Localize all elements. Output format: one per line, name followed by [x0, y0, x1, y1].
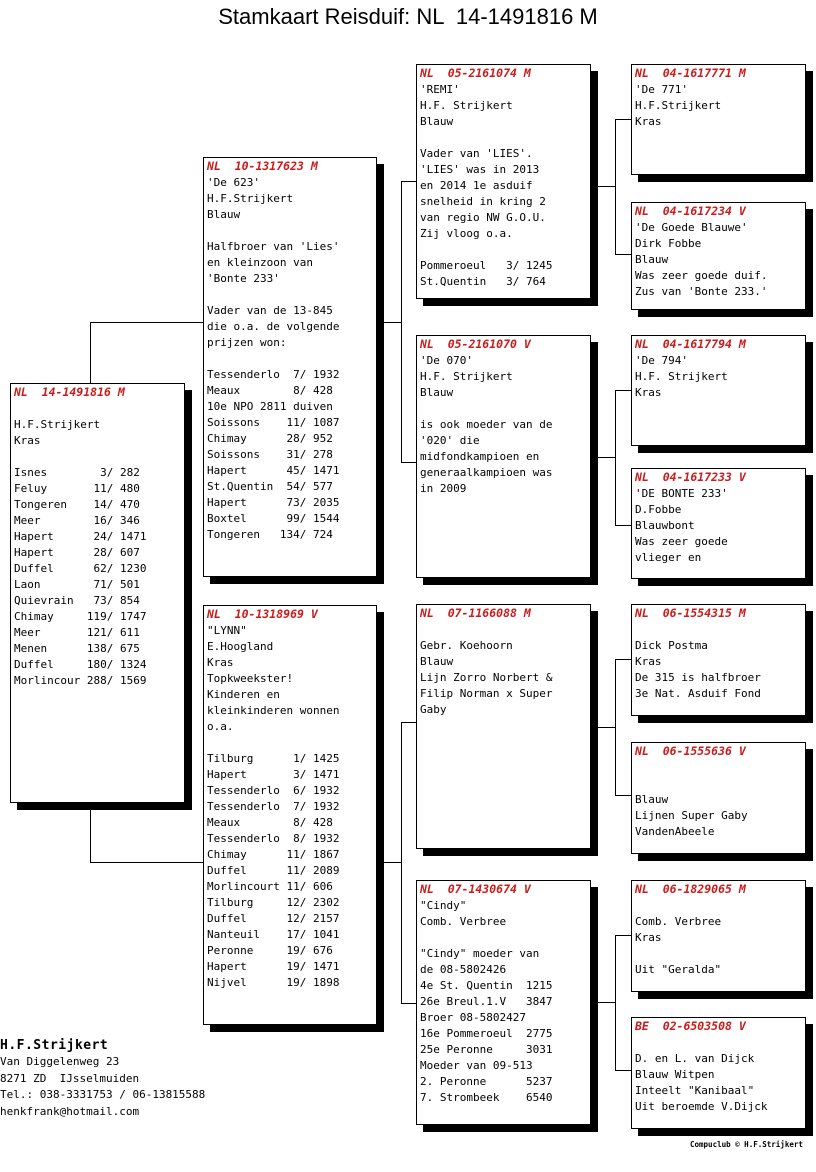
- card-line: vlieger en: [635, 551, 702, 564]
- card-line: Tongeren 134/ 724: [207, 528, 333, 541]
- ring-number: NL 06-1829065 M: [635, 882, 746, 896]
- card-line: Chimay 11/ 1867: [207, 848, 340, 861]
- card-line: Lijnen Super Gaby: [635, 809, 748, 822]
- card-line: Inteelt "Kanibaal": [635, 1084, 755, 1097]
- card-body: [420, 82, 590, 290]
- ring-number: NL 06-1555636 V: [635, 744, 746, 758]
- card-line: [635, 946, 805, 962]
- card-line: 'LIES' was in 2013: [420, 163, 540, 176]
- card-line: E.Hoogland: [207, 640, 274, 653]
- card-line: 'De 794': [635, 354, 688, 367]
- card-line: Feluy 11/ 480: [14, 482, 140, 495]
- card-line: Kras: [207, 656, 234, 669]
- card-body: [635, 486, 805, 566]
- card-line: Filip Norman x Super: [420, 687, 553, 700]
- connector-line: [590, 457, 616, 458]
- card-body: [207, 623, 376, 991]
- card-line: Uit "Geralda": [635, 963, 722, 976]
- ring-number: NL 05-2161074 M: [420, 66, 531, 80]
- card-body: [420, 622, 590, 718]
- ring-number: NL 10-1318969 V: [207, 607, 318, 621]
- card-body: [14, 401, 184, 689]
- connector-line: [615, 795, 632, 796]
- card-line: Halfbroer van 'Lies': [207, 240, 340, 253]
- pedigree-card-sire: [203, 157, 377, 577]
- card-body: [207, 175, 376, 543]
- card-line: Tessenderlo 8/ 1932: [207, 832, 340, 845]
- breeder-city: 8271 ZD IJsselmuiden: [0, 1071, 140, 1085]
- card-line: [207, 223, 376, 239]
- card-line: Hapert 19/ 1471: [207, 960, 340, 973]
- card-line: St.Quentin 54/ 577: [207, 480, 333, 493]
- card-line: [635, 760, 805, 776]
- pedigree-card-dam: [203, 605, 377, 1025]
- card-line: Chimay 119/ 1747: [14, 610, 147, 623]
- card-line: Blauw: [420, 386, 454, 399]
- connector-line: [615, 935, 632, 936]
- card-line: Menen 138/ 675: [14, 642, 140, 655]
- card-line: generaalkampioen was: [420, 466, 553, 479]
- card-line: '020' die: [420, 434, 480, 447]
- connector-line: [590, 186, 616, 187]
- ring-number: NL 04-1617794 M: [635, 337, 746, 351]
- card-line: 3e Nat. Asduif Fond: [635, 687, 761, 700]
- card-line: [635, 776, 805, 792]
- card-line: in 2009: [420, 482, 467, 495]
- card-line: Zus van 'Bonte 233.': [635, 285, 768, 298]
- connector-line: [90, 803, 91, 863]
- card-line: Tilburg 1/ 1425: [207, 752, 340, 765]
- card-line: Kras: [635, 115, 662, 128]
- card-body: [635, 82, 805, 130]
- pedigree-card-subject: [10, 383, 185, 803]
- pedigree-card-dds: [631, 880, 806, 992]
- card-line: Tilburg 12/ 2302: [207, 896, 340, 909]
- card-line: St.Quentin 3/ 764: [420, 275, 546, 288]
- breeder-address: Van Diggelenweg 23: [0, 1055, 120, 1068]
- card-line: 10e NPO 2811 duiven: [207, 400, 333, 413]
- card-line: [420, 401, 590, 417]
- connector-line: [615, 390, 632, 391]
- pedigree-card-ddd: [631, 1017, 806, 1129]
- card-line: Peronne 19/ 676: [207, 944, 333, 957]
- card-line: Hapert 45/ 1471: [207, 464, 340, 477]
- connector-line: [401, 722, 417, 723]
- card-line: Topkweekster!: [207, 672, 294, 685]
- card-line: Hapert 3/ 1471: [207, 768, 340, 781]
- card-line: Duffel 11/ 2089: [207, 864, 340, 877]
- connector-line: [90, 322, 204, 323]
- card-line: 'De 771': [635, 83, 688, 96]
- pedigree-card-dam-dam: [416, 880, 591, 1125]
- card-line: Gebr. Koehoorn: [420, 639, 513, 652]
- connector-line: [615, 1070, 632, 1071]
- ring-number: NL 04-1617234 V: [635, 204, 746, 218]
- card-line: Gaby: [420, 703, 447, 716]
- card-line: [635, 898, 805, 914]
- card-line: 'De 070': [420, 354, 473, 367]
- card-line: en 2014 1e asduif: [420, 179, 533, 192]
- ring-number: NL 07-1430674 V: [420, 882, 531, 896]
- card-line: Duffel 12/ 2157: [207, 912, 340, 925]
- card-line: Comb. Verbree: [635, 915, 722, 928]
- card-line: Blauw: [420, 115, 454, 128]
- card-line: 'Bonte 233': [207, 272, 280, 285]
- pedigree-card-sire-sire: [416, 64, 591, 299]
- card-line: D.Fobbe: [635, 503, 682, 516]
- pedigree-card-sss: [631, 64, 806, 175]
- card-line: 7. Strombeek 6540: [420, 1091, 553, 1104]
- card-line: [635, 1035, 805, 1051]
- card-line: [420, 242, 590, 258]
- card-line: Kras: [635, 931, 662, 944]
- card-line: "Cindy" moeder van: [420, 947, 540, 960]
- card-line: snelheid in kring 2: [420, 195, 546, 208]
- card-line: Morlincourt 11/ 606: [207, 880, 333, 893]
- card-line: [420, 130, 590, 146]
- card-line: 25e Peronne 3031: [420, 1043, 553, 1056]
- card-body: [635, 1035, 805, 1115]
- ring-number: NL 05-2161070 V: [420, 337, 531, 351]
- card-line: Isnes 3/ 282: [14, 466, 140, 479]
- card-line: is ook moeder van de: [420, 418, 553, 431]
- card-line: [14, 401, 184, 417]
- card-line: 'DE BONTE 233': [635, 487, 728, 500]
- connector-line: [615, 935, 616, 1071]
- card-line: Laon 71/ 501: [14, 578, 140, 591]
- pedigree-card-sdd: [631, 468, 806, 579]
- card-line: Vader van de 13-845: [207, 304, 333, 317]
- connector-line: [615, 525, 632, 526]
- card-line: Kras: [635, 655, 662, 668]
- card-line: Soissons 31/ 278: [207, 448, 333, 461]
- card-line: H.F.Strijkert: [14, 418, 101, 431]
- card-line: Meer 16/ 346: [14, 514, 140, 527]
- card-line: [635, 622, 805, 638]
- breeder-info: [0, 1037, 205, 1120]
- card-line: Hapert 28/ 607: [14, 546, 140, 559]
- connector-line: [401, 181, 417, 182]
- card-line: H.F. Strijkert: [635, 370, 728, 383]
- card-line: Meaux 8/ 428: [207, 384, 333, 397]
- ring-number: NL 07-1166088 M: [420, 606, 531, 620]
- card-line: Pommeroeul 3/ 1245: [420, 259, 553, 272]
- card-line: Blauw: [635, 793, 669, 806]
- card-line: H.F. Strijkert: [420, 370, 513, 383]
- card-line: H.F. Strijkert: [420, 99, 513, 112]
- ring-number: NL 04-1617771 M: [635, 66, 746, 80]
- card-line: Broer 08-5802427: [420, 1011, 526, 1024]
- card-line: Dirk Fobbe: [635, 237, 702, 250]
- card-line: Zij vloog o.a.: [420, 227, 513, 240]
- card-line: Meer 121/ 611: [14, 626, 140, 639]
- card-body: [635, 220, 805, 300]
- card-line: Hapert 24/ 1471: [14, 530, 147, 543]
- connector-line: [376, 862, 402, 863]
- card-line: Moeder van 09-513: [420, 1059, 533, 1072]
- pedigree-card-dss: [631, 604, 806, 716]
- card-line: Uit beroemde V.Dijck: [635, 1100, 768, 1113]
- card-line: Tessenderlo 6/ 1932: [207, 784, 340, 797]
- card-line: Dick Postma: [635, 639, 708, 652]
- card-line: "Cindy": [420, 899, 467, 912]
- card-line: Quievrain 73/ 854: [14, 594, 140, 607]
- connector-line: [615, 254, 632, 255]
- card-line: Vader van 'LIES'.: [420, 147, 533, 160]
- card-line: Blauw: [207, 208, 241, 221]
- card-line: prijzen won:: [207, 336, 287, 349]
- card-body: [635, 898, 805, 978]
- card-line: [207, 351, 376, 367]
- card-line: en kleinzoon van: [207, 256, 313, 269]
- card-line: Blauw: [420, 655, 454, 668]
- card-line: de 08-5802426: [420, 963, 507, 976]
- card-line: Meaux 8/ 428: [207, 816, 333, 829]
- card-line: 'De Goede Blauwe': [635, 221, 748, 234]
- card-line: VandenAbeele: [635, 825, 715, 838]
- card-line: die o.a. de volgende: [207, 320, 340, 333]
- connector-line: [615, 119, 616, 255]
- card-line: Tessenderlo 7/ 1932: [207, 800, 340, 813]
- card-line: Kras: [14, 434, 41, 447]
- card-line: Duffel 180/ 1324: [14, 658, 147, 671]
- card-body: [635, 353, 805, 401]
- card-line: Comb. Verbree: [420, 915, 507, 928]
- connector-line: [615, 119, 632, 120]
- card-body: [420, 353, 590, 497]
- connector-line: [401, 462, 417, 463]
- breeder-name: H.F.Strijkert: [0, 1038, 109, 1053]
- card-line: Nijvel 19/ 1898: [207, 976, 340, 989]
- card-line: 16e Pommeroeul 2775: [420, 1027, 553, 1040]
- card-line: [420, 622, 590, 638]
- ring-number: NL 04-1617233 V: [635, 470, 746, 484]
- card-line: 4e St. Quentin 1215: [420, 979, 553, 992]
- card-line: Morlincour 288/ 1569: [14, 674, 147, 687]
- connector-line: [615, 659, 632, 660]
- pedigree-card-dam-sire: [416, 604, 591, 849]
- connector-line: [590, 727, 616, 728]
- connector-line: [401, 1003, 417, 1004]
- card-line: De 315 is halfbroer: [635, 671, 761, 684]
- connector-line: [90, 862, 204, 863]
- card-line: van regio NW G.O.U.: [420, 211, 546, 224]
- page-title: Stamkaart Reisduif: NL 14-1491816 M: [218, 4, 598, 29]
- card-body: [420, 898, 590, 1106]
- card-line: Kinderen en: [207, 688, 280, 701]
- card-line: 'REMI': [420, 83, 460, 96]
- card-line: Blauw: [635, 253, 669, 266]
- pedigree-card-ssd: [631, 202, 806, 310]
- card-line: "LYNN": [207, 624, 247, 637]
- card-line: D. en L. van Dijck: [635, 1052, 755, 1065]
- ring-number: NL 14-1491816 M: [14, 385, 125, 399]
- card-line: [420, 930, 590, 946]
- connector-line: [401, 181, 402, 463]
- card-line: Chimay 28/ 952: [207, 432, 333, 445]
- card-line: Was zeer goede: [635, 535, 728, 548]
- card-line: 2. Peronne 5237: [420, 1075, 553, 1088]
- breeder-phone: Tel.: 038-3331753 / 06-13815588: [0, 1088, 206, 1101]
- ring-number: NL 06-1554315 M: [635, 606, 746, 620]
- card-line: 26e Breul.1.V 3847: [420, 995, 553, 1008]
- connector-line: [401, 722, 402, 1004]
- card-line: kleinkinderen wonnen: [207, 704, 340, 717]
- card-line: Soissons 11/ 1087: [207, 416, 340, 429]
- card-line: Blauw Witpen: [635, 1068, 715, 1081]
- card-line: 'De 623': [207, 176, 260, 189]
- footer-copyright: Compuclub © H.F.Strijkert: [690, 1140, 803, 1149]
- card-line: Nanteuil 17/ 1041: [207, 928, 340, 941]
- card-body: [635, 622, 805, 702]
- card-line: Hapert 73/ 2035: [207, 496, 340, 509]
- card-line: Was zeer goede duif.: [635, 269, 768, 282]
- card-line: [207, 287, 376, 303]
- connector-line: [615, 659, 616, 796]
- card-line: o.a.: [207, 720, 234, 733]
- connector-line: [376, 322, 402, 323]
- ring-number: BE 02-6503508 V: [635, 1019, 746, 1033]
- connector-line: [590, 1002, 616, 1003]
- card-line: Tessenderlo 7/ 1932: [207, 368, 340, 381]
- card-line: Boxtel 99/ 1544: [207, 512, 340, 525]
- breeder-email[interactable]: henkfrank@hotmail.com: [0, 1104, 140, 1118]
- card-line: Tongeren 14/ 470: [14, 498, 140, 511]
- card-line: [207, 735, 376, 751]
- card-line: Kras: [635, 386, 662, 399]
- pedigree-card-dsd: [631, 742, 806, 854]
- card-body: [635, 760, 805, 840]
- connector-line: [90, 322, 91, 384]
- card-line: H.F.Strijkert: [635, 99, 722, 112]
- connector-line: [615, 390, 616, 526]
- card-line: midfondkampioen en: [420, 450, 540, 463]
- card-line: H.F.Strijkert: [207, 192, 294, 205]
- card-line: Lijn Zorro Norbert &: [420, 671, 553, 684]
- card-line: Duffel 62/ 1230: [14, 562, 147, 575]
- pedigree-card-sire-dam: [416, 335, 591, 578]
- pedigree-card-sds: [631, 335, 806, 446]
- card-line: [14, 449, 184, 465]
- card-line: Blauwbont: [635, 519, 695, 532]
- ring-number: NL 10-1317623 M: [207, 159, 318, 173]
